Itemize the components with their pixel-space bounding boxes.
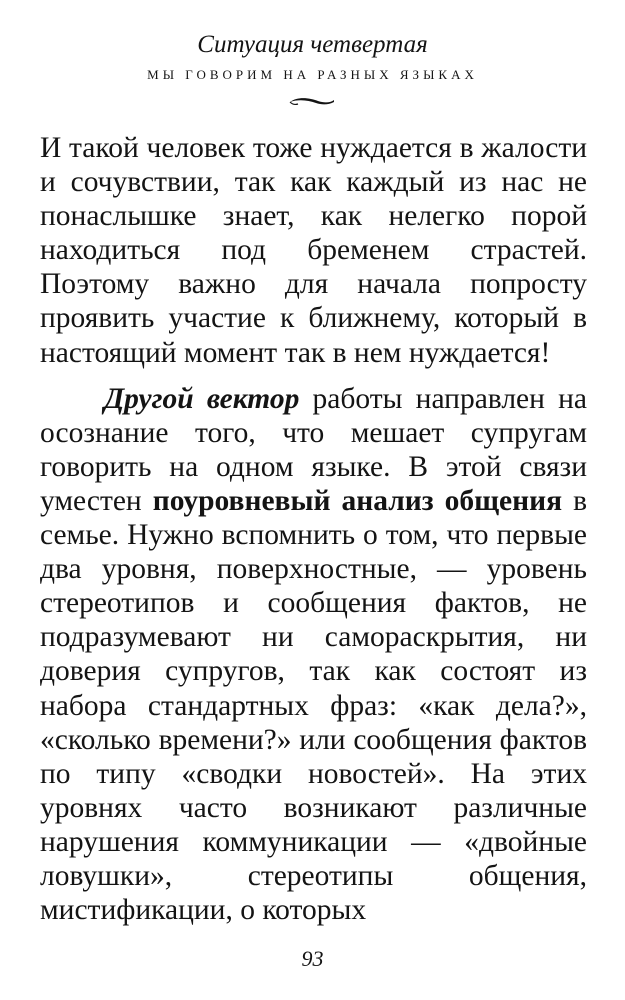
emphasis-term: Другой вектор — [104, 382, 300, 415]
paragraph-2 — [40, 382, 587, 928]
swash-ornament-icon — [288, 94, 336, 108]
paragraph-2-text-b: в семье. Нужно вспомнить о том, что первые два уровня, поверхностные, — уровень стереотипов и сообщения фактов, не подразумевают ни самораскрытия, ни доверия супругов, так как состоят из набора стандартных фраз: «как дела?», «сколько времени?» или сообщения фактов по типу «сводки новостей». На этих уровнях часто возникают различные нарушения коммуникации — «двойные ловушки», стереотипы общения, мистификации, о которых — [40, 484, 587, 927]
chapter-subtitle: МЫ ГОВОРИМ НА РАЗНЫХ ЯЗЫКАХ — [147, 67, 478, 82]
paragraph-2-text-a: работы направлен на осознание того, что мешает супругам говорить на одном языке. В этой связи уместен — [40, 382, 587, 517]
paragraph-1: И такой человек тоже нуждается в жалости и сочувствии, так как каждый из нас не понаслышке знает, как нелегко порой находиться под бременем страстей. Поэтому важно для начала попросту проявить участие к ближнему, который в настоящий момент так в нем нуждается! — [40, 132, 587, 369]
chapter-title: Ситуация четвертая — [197, 31, 428, 58]
body-text — [40, 131, 587, 927]
page-number: 93 — [301, 946, 324, 971]
bold-term: поуровневый анализ общения — [152, 484, 563, 517]
